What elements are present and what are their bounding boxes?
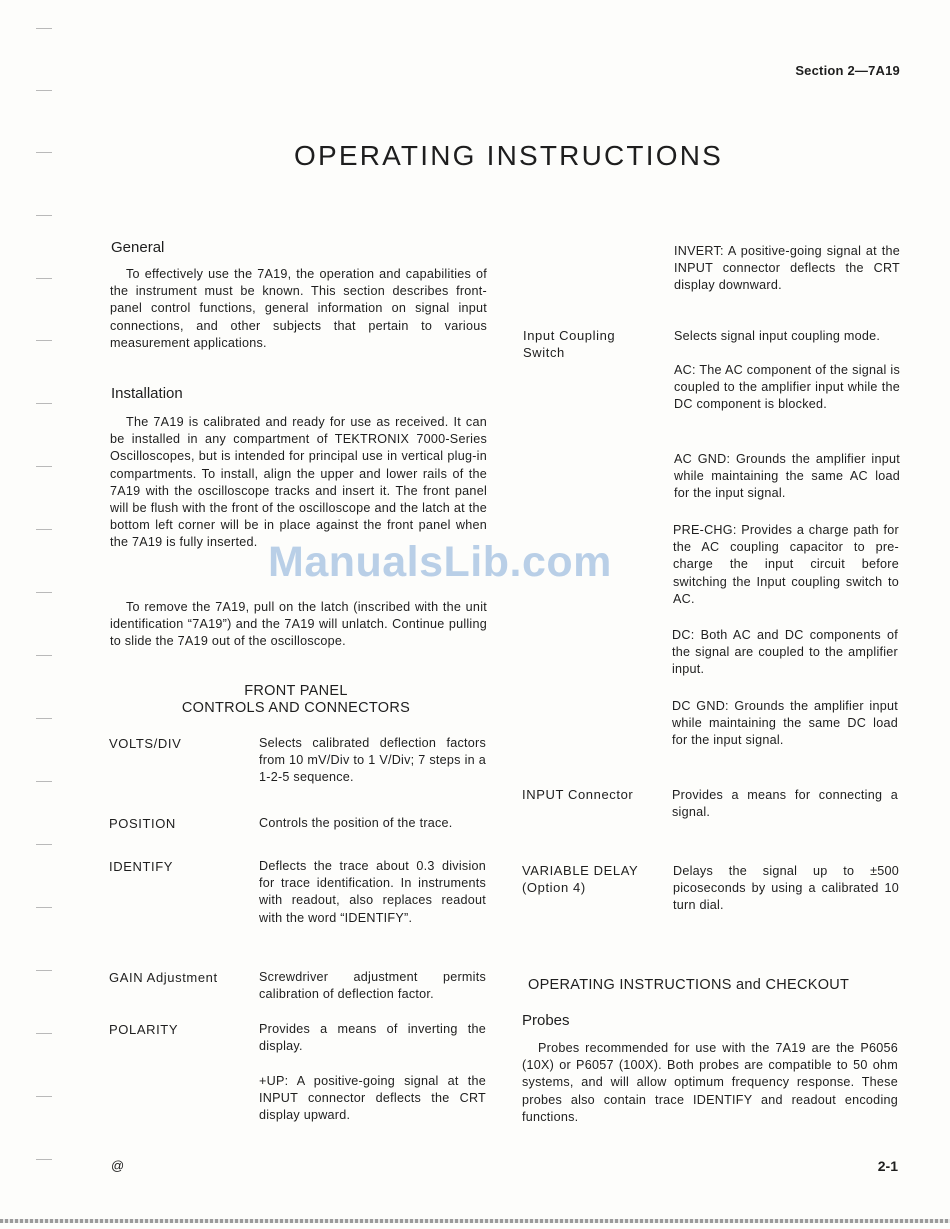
front-panel-heading-line2: CONTROLS AND CONNECTORS [181, 700, 411, 716]
input-coupling-term-line2: Switch [523, 345, 565, 360]
polarity-invert-desc: INVERT: A positive-going signal at the INPUT connector deflects the CRT display downward. [674, 244, 900, 293]
margin-mark [36, 592, 52, 593]
control-desc-gain-adjustment: Screwdriver adjustment permits calibration of deflection factor. [259, 970, 486, 1002]
footer-symbol: @ [111, 1158, 125, 1173]
variable-delay-term-line1: VARIABLE DELAY [522, 863, 639, 878]
margin-mark [36, 970, 52, 971]
variable-delay-desc: Delays the signal up to ±500 picoseconds by using a calibrated 10 turn dial. [673, 864, 899, 913]
margin-mark [36, 529, 52, 530]
coupling-mode-ac: AC: The AC component of the signal is coupled to the amplifier input while the DC component is blocked. [674, 363, 900, 412]
control-desc-identify: Deflects the trace about 0.3 division for trace identification. In instruments with readout, also replaces readout with the word “IDENTIFY”. [259, 859, 486, 925]
margin-mark [36, 28, 52, 29]
margin-mark [36, 655, 52, 656]
control-term-identify: IDENTIFY [109, 859, 174, 874]
coupling-mode-dc: DC: Both AC and DC components of the signal are coupled to the amplifier input. [672, 628, 898, 677]
margin-mark [36, 844, 52, 845]
front-panel-heading [110, 683, 482, 717]
margin-mark [36, 1033, 52, 1034]
section-label: Section 2—7A19 [795, 63, 900, 78]
margin-mark [36, 718, 52, 719]
front-panel-heading-line1: FRONT PANEL [244, 683, 348, 699]
page-title: OPERATING INSTRUCTIONS [293, 140, 723, 171]
margin-mark [36, 1096, 52, 1097]
general-heading: General [111, 239, 165, 256]
coupling-mode-ac-gnd: AC GND: Grounds the amplifier input while maintaining the same AC load for the input signal. [674, 452, 900, 501]
margin-mark [36, 907, 52, 908]
installation-heading: Installation [111, 385, 183, 402]
margin-mark [36, 781, 52, 782]
input-connector-desc: Provides a means for connecting a signal. [672, 788, 898, 820]
scan-edge-strip [0, 1219, 950, 1223]
manualslib-watermark: ManualsLib.com [268, 538, 612, 586]
variable-delay-term-line2: (Option 4) [522, 880, 586, 895]
control-term-position: POSITION [109, 816, 176, 831]
installation-body-2: To remove the 7A19, pull on the latch (inscribed with the unit identification “7A19”) and the 7A19 will unlatch. Continue pulling to slide the 7A19 out of the oscilloscope. [110, 600, 487, 649]
margin-mark [36, 215, 52, 216]
margin-mark [36, 90, 52, 91]
margin-mark [36, 340, 52, 341]
probes-body: Probes recommended for use with the 7A19 are the P6056 (10X) or P6057 (100X). Both probes are compatible to 50 ohm systems, and will allow optimum frequency response. These probes also contain trace IDENTIFY and readout encoding functions. [522, 1041, 898, 1124]
page-number: 2-1 [877, 1158, 898, 1174]
general-body: To effectively use the 7A19, the operation and capabilities of the instrument must be known. This section describes front-panel control functions, general information on signal input connections, and other subjects that pertain to various measurement applications. [110, 267, 487, 350]
control-term-volts-div: VOLTS/DIV [109, 736, 182, 751]
probes-heading: Probes [522, 1012, 570, 1029]
margin-mark [36, 466, 52, 467]
input-coupling-desc: Selects signal input coupling mode. [674, 329, 881, 343]
control-term-polarity: POLARITY [109, 1022, 179, 1037]
polarity-up-desc: +UP: A positive-going signal at the INPUT connector deflects the CRT display upward. [259, 1074, 486, 1123]
margin-mark [36, 403, 52, 404]
coupling-mode-dc-gnd: DC GND: Grounds the amplifier input while maintaining the same DC load for the input signal. [672, 699, 898, 748]
control-desc-polarity: Provides a means of inverting the display. [259, 1022, 486, 1054]
control-term-input-coupling [523, 327, 615, 361]
margin-mark [36, 1159, 52, 1160]
control-term-gain-adjustment: GAIN Adjustment [109, 970, 218, 985]
coupling-mode-pre-chg: PRE-CHG: Provides a charge path for the AC coupling capacitor to pre-charge the input circuit before switching the Input coupling switch to AC. [673, 523, 899, 606]
margin-mark [36, 278, 52, 279]
input-coupling-term-line1: Input Coupling [523, 328, 616, 343]
control-term-variable-delay [522, 862, 638, 896]
installation-body-1: The 7A19 is calibrated and ready for use as received. It can be installed in any compartment of TEKTRONIX 7000-Series Oscilloscopes, but is intended for principal use in vertical plug-in compartments. To install, align the upper and lower rails of the 7A19 with the oscilloscope tracks and insert it. The front panel will be flush with the front of the oscilloscope and the latch at the bottom left corner will be in place against the front panel when the 7A19 is fully inserted. [110, 415, 487, 550]
control-term-input-connector: INPUT Connector [522, 787, 634, 802]
control-desc-volts-div: Selects calibrated deflection factors from 10 mV/Div to 1 V/Div; 7 steps in a 1-2-5 sequence. [259, 736, 486, 785]
control-desc-position: Controls the position of the trace. [259, 816, 453, 830]
operating-checkout-heading: OPERATING INSTRUCTIONS and CHECKOUT [528, 977, 850, 993]
